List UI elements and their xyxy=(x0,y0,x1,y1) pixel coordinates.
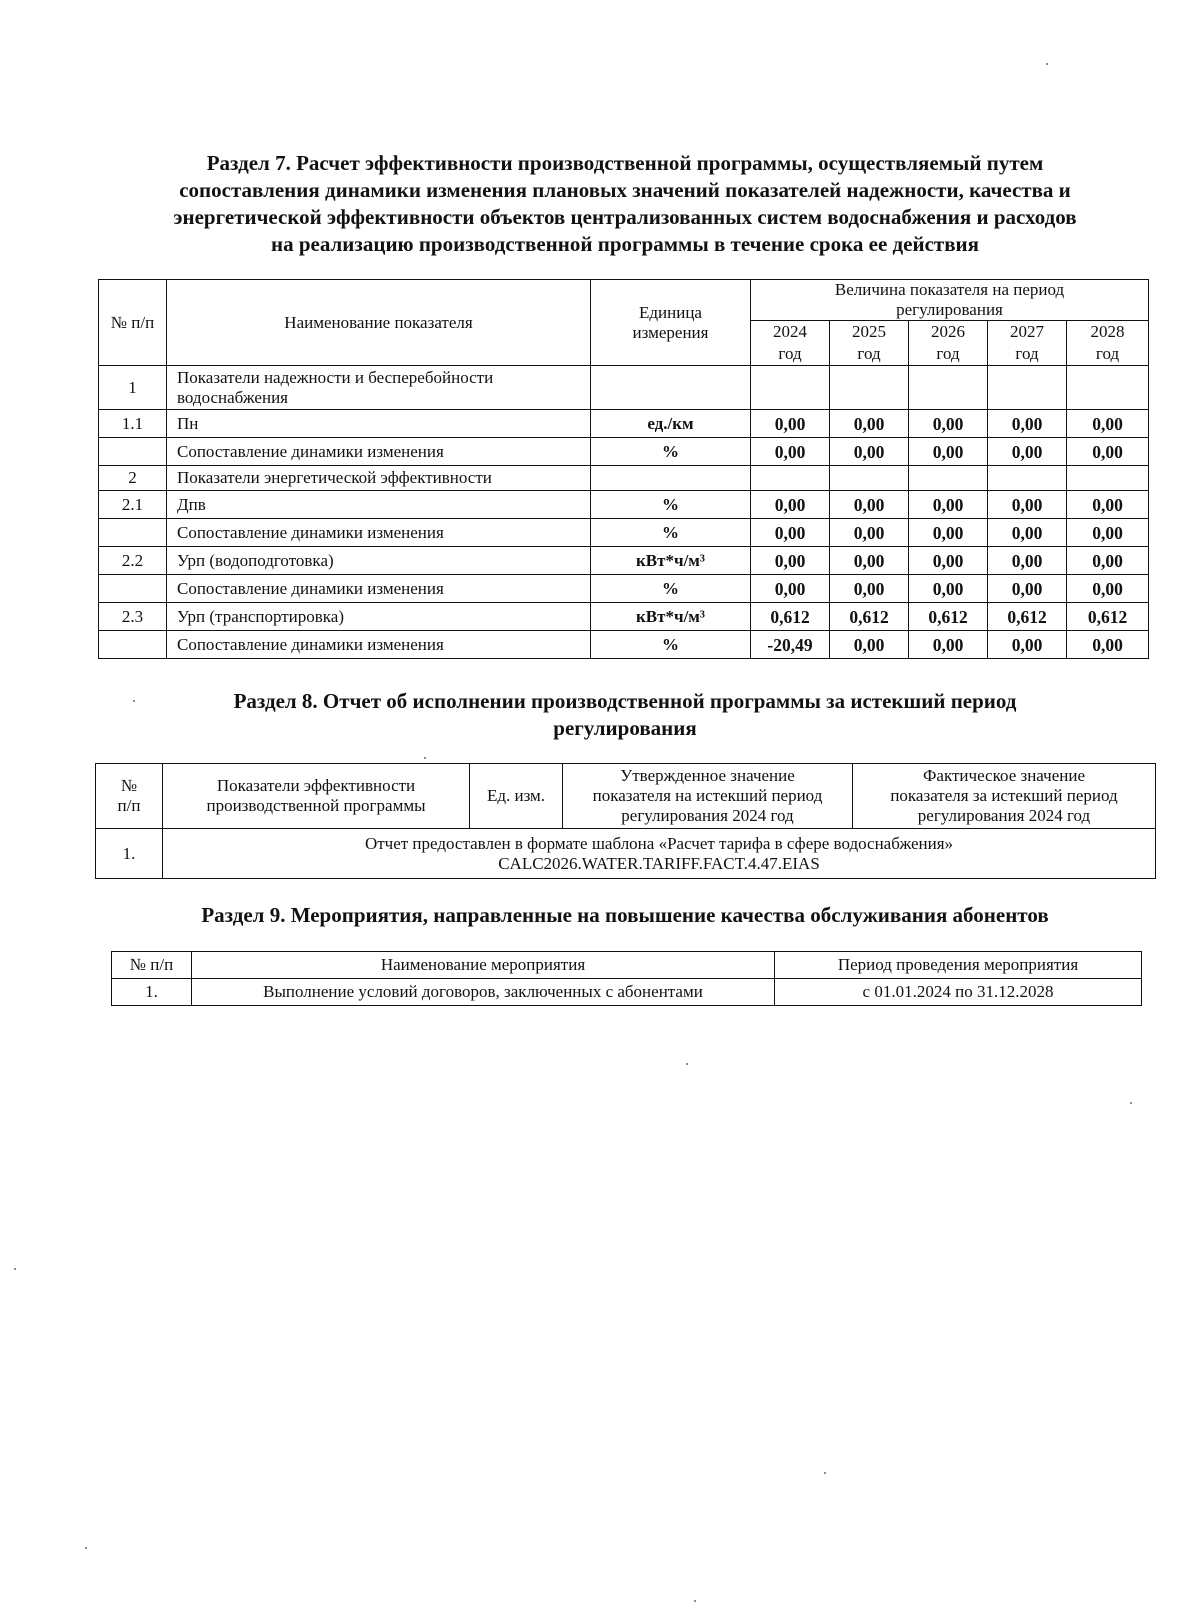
section9-title xyxy=(100,902,1150,929)
row-value-2028: 0,00 xyxy=(1067,575,1149,603)
row-unit: % xyxy=(591,519,751,547)
row-value-2026 xyxy=(909,466,988,491)
header-name: Наименование показателя xyxy=(167,280,591,366)
row-value-2027: 0,00 xyxy=(988,519,1067,547)
row-num xyxy=(99,438,167,466)
year-number: 2026 xyxy=(931,322,965,341)
section8-title xyxy=(100,688,1150,742)
header-num-line2: п/п xyxy=(117,796,141,815)
row-value-2024 xyxy=(751,466,830,491)
year-word: год xyxy=(1095,344,1120,363)
report-note-line1: Отчет предоставлен в формате шаблона «Расчет тарифа в сфере водоснабжения» xyxy=(364,833,954,853)
row-value-2028 xyxy=(1067,466,1149,491)
header-period-line1: Величина показателя на период xyxy=(834,280,1065,299)
table-row xyxy=(112,979,1142,1006)
table-row xyxy=(99,366,1149,410)
header-activity-period: Период проведения мероприятия xyxy=(775,952,1142,979)
row-num xyxy=(99,519,167,547)
scan-speck xyxy=(85,1547,87,1549)
header-period xyxy=(751,280,1149,321)
header-unit: Ед. изм. xyxy=(470,764,563,829)
row-unit xyxy=(591,366,751,410)
table-row xyxy=(99,519,1149,547)
row-value-2028: 0,00 xyxy=(1067,547,1149,575)
row-value-2025: 0,00 xyxy=(830,575,909,603)
header-period-line2: регулирования xyxy=(896,300,1003,319)
row-value-2028: 0,00 xyxy=(1067,519,1149,547)
row-value-2026: 0,00 xyxy=(909,575,988,603)
row-value-2026: 0,00 xyxy=(909,631,988,659)
year-word: год xyxy=(1015,344,1039,363)
row-num: 2.3 xyxy=(99,603,167,631)
row-name: Показатели энергетической эффективности xyxy=(167,466,591,491)
scan-speck xyxy=(133,700,135,702)
year-number: 2027 xyxy=(1010,322,1044,341)
row-unit: ед./км xyxy=(591,410,751,438)
row-value-2025: 0,00 xyxy=(830,631,909,659)
row-value-2027 xyxy=(988,466,1067,491)
header-num-line1: № xyxy=(120,776,138,795)
header-num: № п/п xyxy=(99,280,167,366)
header-year-2026 xyxy=(909,321,988,366)
header-indicator-line2: производственной программы xyxy=(206,796,426,815)
scan-speck xyxy=(14,1268,16,1270)
row-value-2025 xyxy=(830,466,909,491)
row-value-2027: 0,00 xyxy=(988,631,1067,659)
header-activity-name: Наименование мероприятия xyxy=(192,952,775,979)
row-num: 1. xyxy=(112,979,192,1006)
header-unit xyxy=(591,280,751,366)
header-actual-line1: Фактическое значение xyxy=(922,766,1085,785)
row-value-2028 xyxy=(1067,366,1149,410)
report-note xyxy=(163,829,1156,879)
row-name: Сопоставление динамики изменения xyxy=(167,438,591,466)
row-value-2024: 0,00 xyxy=(751,410,830,438)
row-unit: % xyxy=(591,438,751,466)
year-number: 2024 xyxy=(773,322,807,341)
row-value-2024: 0,00 xyxy=(751,491,830,519)
row-value-2027: 0,00 xyxy=(988,575,1067,603)
header-actual-line2: показателя за истекший период xyxy=(890,786,1118,805)
header-unit-line1: Единица xyxy=(639,302,702,322)
header-actual-line3: регулирования 2024 год xyxy=(917,806,1091,825)
year-word: год xyxy=(936,344,960,363)
year-word: год xyxy=(778,344,802,363)
section7-title-line: Раздел 7. Расчет эффективности производственной программы, осуществляемый путем xyxy=(206,151,1044,175)
table-row xyxy=(99,603,1149,631)
row-name: Урп (водоподготовка) xyxy=(167,547,591,575)
section9-table xyxy=(111,951,1142,1006)
row-num: 1. xyxy=(96,829,163,879)
scan-speck xyxy=(686,1063,688,1065)
table-row xyxy=(99,466,1149,491)
row-value-2024: 0,00 xyxy=(751,547,830,575)
header-unit-line2: измерения xyxy=(632,322,709,342)
section7-title-line: сопоставления динамики изменения плановых значений показателей надежности, качества и xyxy=(179,178,1071,202)
row-num: 2 xyxy=(99,466,167,491)
row-value-2024: 0,00 xyxy=(751,438,830,466)
row-name: Сопоставление динамики изменения xyxy=(167,519,591,547)
scan-speck xyxy=(824,1472,826,1474)
header-num: № п/п xyxy=(112,952,192,979)
row-value-2026: 0,00 xyxy=(909,438,988,466)
table-row xyxy=(96,829,1156,879)
activity-name: Выполнение условий договоров, заключенных с абонентами xyxy=(192,979,775,1006)
year-number: 2028 xyxy=(1090,322,1125,341)
row-value-2027: 0,612 xyxy=(988,603,1067,631)
header-approved-line3: регулирования 2024 год xyxy=(621,806,794,825)
row-unit: кВт*ч/м³ xyxy=(591,603,751,631)
row-value-2026: 0,612 xyxy=(909,603,988,631)
row-value-2028: 0,00 xyxy=(1067,410,1149,438)
table-row xyxy=(99,575,1149,603)
row-name: Сопоставление динамики изменения xyxy=(167,631,591,659)
row-value-2027: 0,00 xyxy=(988,547,1067,575)
row-name: Сопоставление динамики изменения xyxy=(167,575,591,603)
row-unit: % xyxy=(591,491,751,519)
row-name: Урп (транспортировка) xyxy=(167,603,591,631)
section7-table xyxy=(98,279,1149,659)
row-value-2024: 0,00 xyxy=(751,519,830,547)
row-num xyxy=(99,631,167,659)
scan-speck xyxy=(1130,1102,1132,1104)
row-unit: % xyxy=(591,631,751,659)
row-name: Дпв xyxy=(167,491,591,519)
table-row xyxy=(99,491,1149,519)
header-year-2024 xyxy=(751,321,830,366)
table-row xyxy=(99,410,1149,438)
header-actual-value xyxy=(853,764,1156,829)
row-name: Показатели надежности и бесперебойности водоснабжения xyxy=(167,366,591,410)
table-row xyxy=(99,631,1149,659)
header-approved-line1: Утвержденное значение xyxy=(620,766,795,785)
scan-speck xyxy=(694,1600,696,1602)
row-value-2024 xyxy=(751,366,830,410)
row-unit xyxy=(591,466,751,491)
scan-speck xyxy=(1046,63,1048,65)
row-value-2028: 0,00 xyxy=(1067,491,1149,519)
header-approved-line2: показателя на истекший период xyxy=(592,786,823,805)
section7-title-line: на реализацию производственной программы в течение срока ее действия xyxy=(270,232,980,256)
header-approved-value xyxy=(563,764,853,829)
report-template-code: CALC2026.WATER.TARIFF.FACT.4.47.EIAS xyxy=(498,853,820,873)
header-year-2027 xyxy=(988,321,1067,366)
row-unit: % xyxy=(591,575,751,603)
section7-title-line: энергетической эффективности объектов централизованных систем водоснабжения и расходов xyxy=(173,205,1077,229)
row-value-2024: -20,49 xyxy=(751,631,830,659)
section8-table xyxy=(95,763,1156,879)
row-value-2028: 0,00 xyxy=(1067,438,1149,466)
row-num: 1.1 xyxy=(99,410,167,438)
section8-title-line2: регулирования xyxy=(553,716,697,740)
section8-title-line1: Раздел 8. Отчет об исполнении производственной программы за истекший период xyxy=(233,689,1017,713)
row-name: Пн xyxy=(167,410,591,438)
row-value-2026: 0,00 xyxy=(909,491,988,519)
row-value-2028: 0,00 xyxy=(1067,631,1149,659)
row-value-2027: 0,00 xyxy=(988,491,1067,519)
row-value-2025: 0,00 xyxy=(830,410,909,438)
header-num xyxy=(96,764,163,829)
row-num: 2.2 xyxy=(99,547,167,575)
row-value-2025: 0,00 xyxy=(830,519,909,547)
header-indicator-line1: Показатели эффективности xyxy=(216,776,416,795)
row-value-2028: 0,612 xyxy=(1067,603,1149,631)
table-row xyxy=(99,547,1149,575)
header-year-2025 xyxy=(830,321,909,366)
row-value-2027: 0,00 xyxy=(988,410,1067,438)
row-num: 1 xyxy=(99,366,167,410)
row-value-2026: 0,00 xyxy=(909,519,988,547)
scan-speck xyxy=(424,757,426,759)
header-indicator xyxy=(163,764,470,829)
year-word: год xyxy=(857,344,881,363)
row-value-2027: 0,00 xyxy=(988,438,1067,466)
row-value-2025 xyxy=(830,366,909,410)
row-value-2024: 0,612 xyxy=(751,603,830,631)
row-value-2025: 0,00 xyxy=(830,491,909,519)
section9-title-line: Раздел 9. Мероприятия, направленные на повышение качества обслуживания абонентов xyxy=(201,903,1049,927)
row-value-2026: 0,00 xyxy=(909,547,988,575)
row-value-2027 xyxy=(988,366,1067,410)
section7-title xyxy=(100,150,1150,258)
year-number: 2025 xyxy=(852,322,886,341)
row-value-2024: 0,00 xyxy=(751,575,830,603)
header-year-2028 xyxy=(1067,321,1149,366)
row-value-2025: 0,00 xyxy=(830,547,909,575)
row-value-2025: 0,00 xyxy=(830,438,909,466)
row-num xyxy=(99,575,167,603)
row-num: 2.1 xyxy=(99,491,167,519)
row-unit: кВт*ч/м³ xyxy=(591,547,751,575)
row-value-2026 xyxy=(909,366,988,410)
activity-period: с 01.01.2024 по 31.12.2028 xyxy=(775,979,1142,1006)
table-row xyxy=(99,438,1149,466)
row-value-2025: 0,612 xyxy=(830,603,909,631)
row-value-2026: 0,00 xyxy=(909,410,988,438)
